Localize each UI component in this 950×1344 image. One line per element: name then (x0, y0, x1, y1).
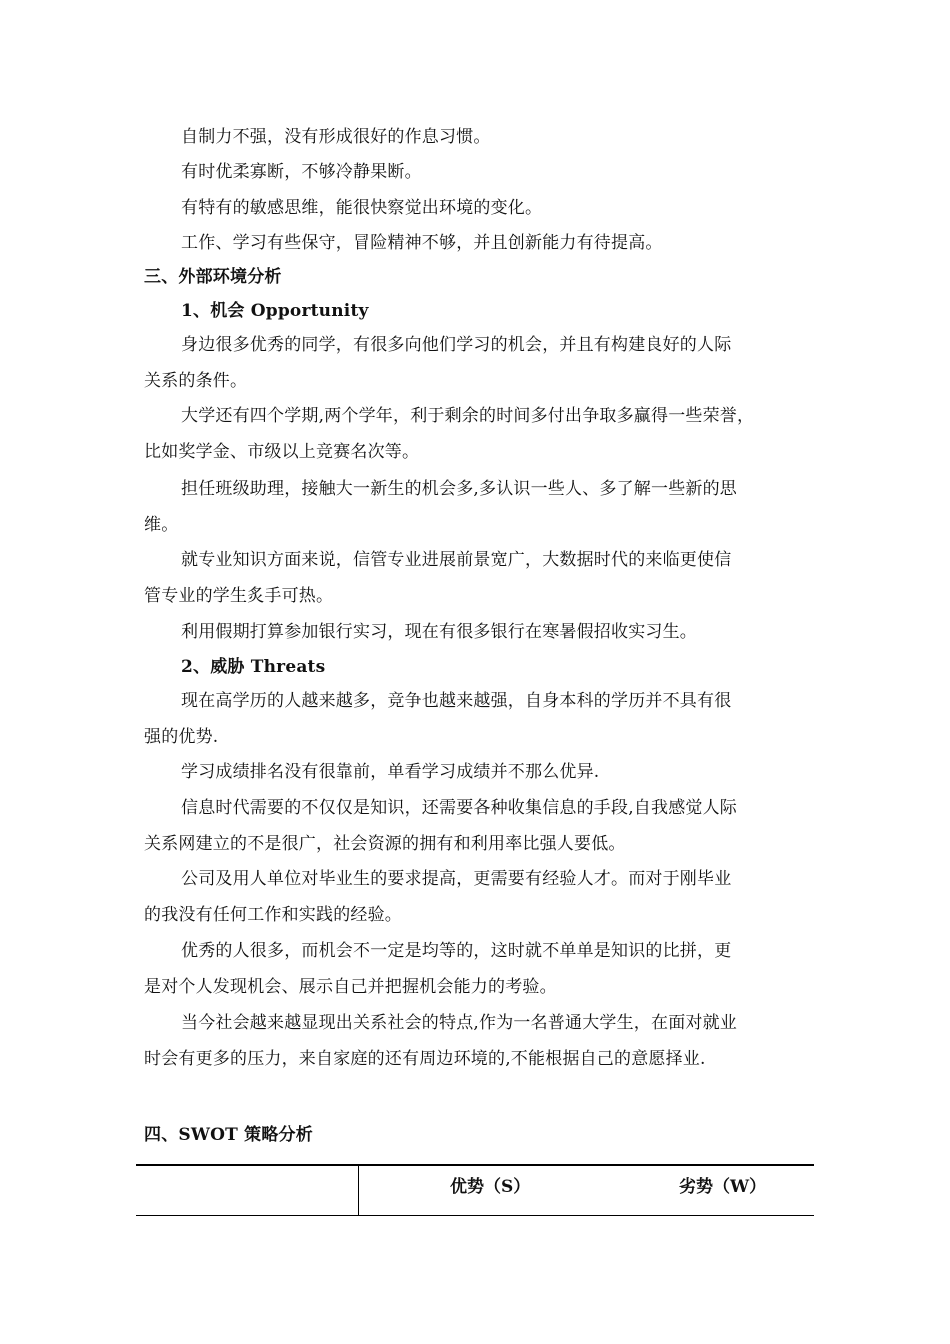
opportunity-1-line-1: 身边很多优秀的同学，有很多向他们学习的机会，并且有构建良好的人际 (181, 335, 732, 355)
opportunity-4-line-1: 就专业知识方面来说，信管专业进展前景宽广，大数据时代的来临更使信 (181, 550, 732, 570)
threat-4-line-2: 的我没有任何工作和实践的经验。 (144, 905, 402, 925)
threat-6-line-2: 时会有更多的压力，来自家庭的还有周边环境的,不能根据自己的意愿择业. (144, 1049, 706, 1069)
threat-3-line-1: 信息时代需要的不仅仅是知识，还需要各种收集信息的手段,自我感觉人际 (181, 798, 738, 818)
threat-6-line-1: 当今社会越来越显现出关系社会的特点,作为一名普通大学生，在面对就业 (181, 1013, 738, 1033)
threat-1-line-2: 强的优势. (144, 727, 219, 747)
threat-3-line-2: 关系网建立的不是很广，社会资源的拥有和利用率比强人要低。 (144, 834, 626, 854)
opportunity-2-line-1: 大学还有四个学期,两个学年，利于剩余的时间多付出争取多赢得一些荣誉， (181, 406, 755, 426)
threat-4-line-1: 公司及用人单位对毕业生的要求提高，更需要有经验人才。而对于刚毕业 (181, 869, 732, 889)
opportunity-4-line-2: 管专业的学生炙手可热。 (144, 586, 334, 606)
threat-5-line-2: 是对个人发现机会、展示自己并把握机会能力的考验。 (144, 977, 557, 997)
threat-5-line-1: 优秀的人很多，而机会不一定是均等的，这时就不单单是知识的比拼，更 (181, 941, 732, 961)
opportunity-3-line-1: 担任班级助理，接触大一新生的机会多,多认识一些人、多了解一些新的思 (181, 479, 738, 499)
swot-table (136, 1164, 814, 1216)
weakness-indecisive: 有时优柔寡断，不够冷静果断。 (181, 162, 422, 182)
subheading-opportunity: 1、机会 Opportunity (181, 301, 369, 321)
opportunity-5: 利用假期打算参加银行实习，现在有很多银行在寒暑假招收实习生。 (181, 622, 697, 642)
weakness-self-control: 自制力不强，没有形成很好的作息习惯。 (181, 127, 491, 147)
opportunity-1-line-2: 关系的条件。 (144, 371, 248, 391)
opportunity-3-line-2: 维。 (144, 515, 179, 535)
section-heading-external-analysis: 三、外部环境分析 (144, 267, 282, 287)
subheading-threats: 2、威胁 Threats (181, 657, 326, 677)
table-column-divider (358, 1166, 359, 1216)
threat-2: 学习成绩排名没有很靠前，单看学习成绩并不那么优异. (181, 762, 600, 782)
threat-1-line-1: 现在高学历的人越来越多，竞争也越来越强，自身本科的学历并不具有很 (181, 691, 732, 711)
table-header-weaknesses: 劣势（W） (679, 1177, 767, 1197)
trait-sensitive-thinking: 有特有的敏感思维，能很快察觉出环境的变化。 (181, 198, 543, 218)
section-heading-swot-strategy: 四、SWOT 策略分析 (144, 1125, 313, 1145)
table-header-strengths: 优势（S） (450, 1177, 531, 1197)
weakness-conservative: 工作、学习有些保守，冒险精神不够，并且创新能力有待提高。 (181, 233, 663, 253)
opportunity-2-line-2: 比如奖学金、市级以上竞赛名次等。 (144, 442, 420, 462)
